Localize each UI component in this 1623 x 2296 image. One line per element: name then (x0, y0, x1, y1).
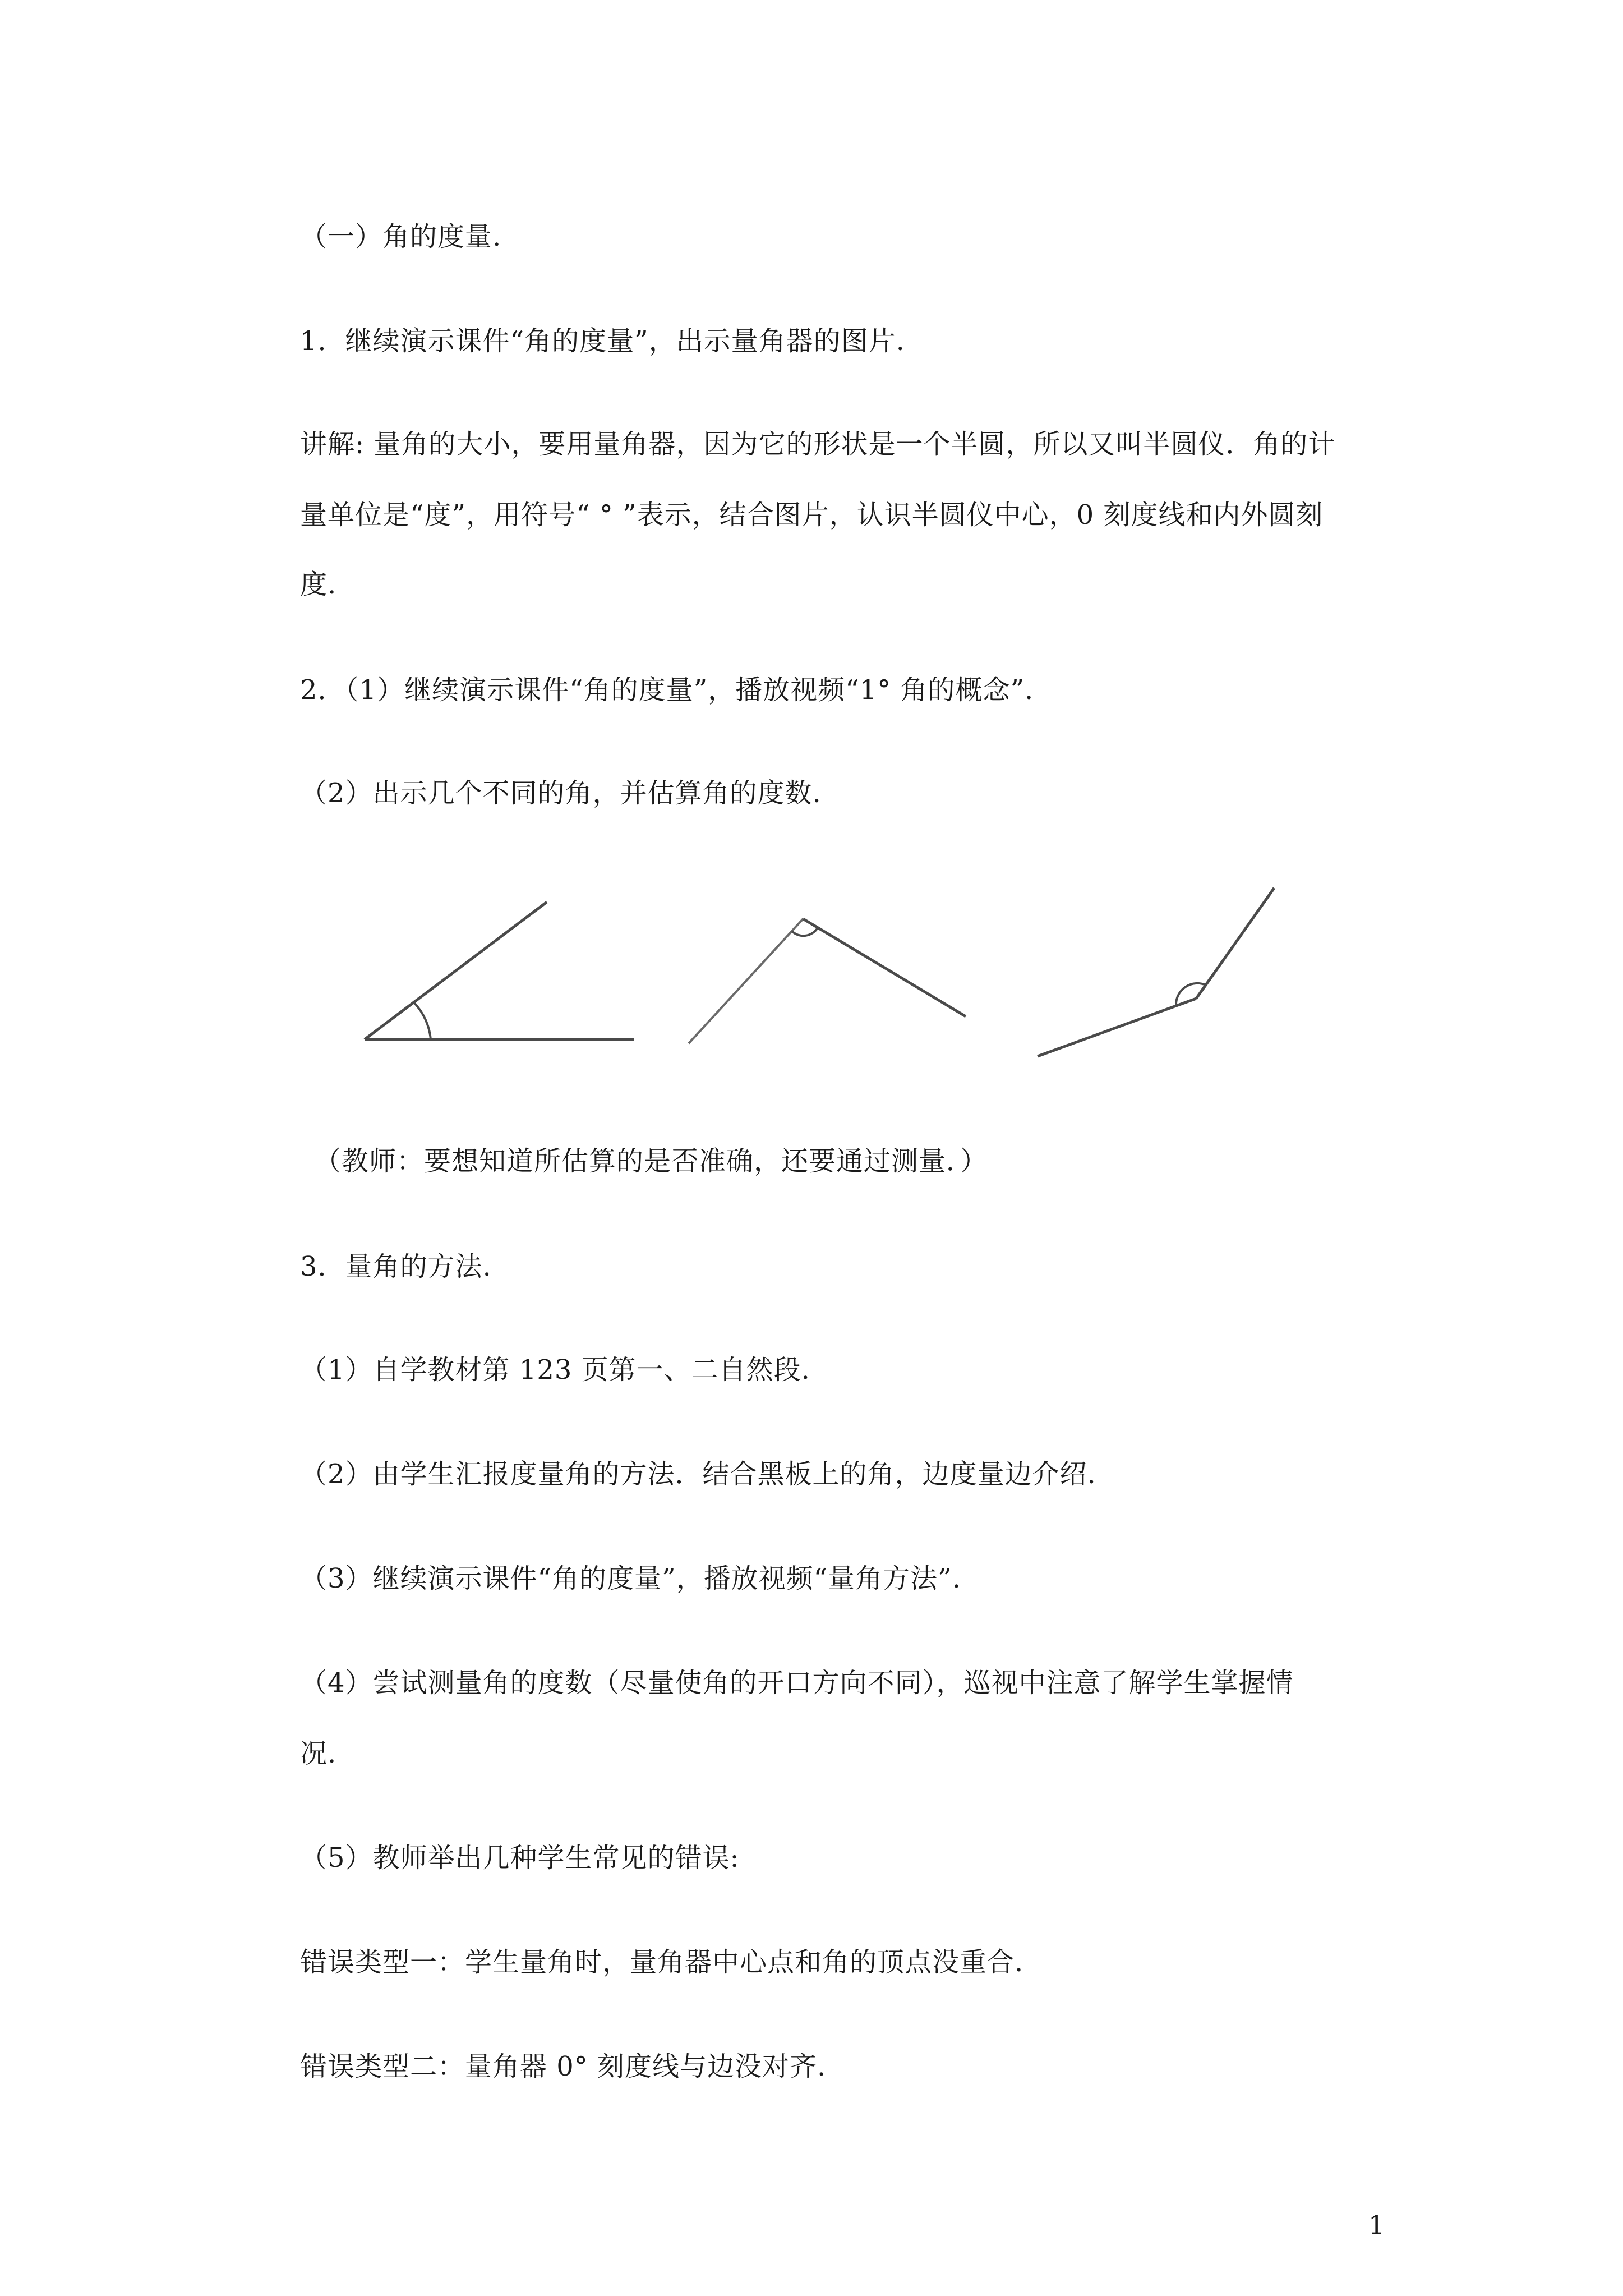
item-3-3: （3）继续演示课件“角的度量”，播放视频“量角方法”. (300, 1563, 961, 1594)
acute-angle-upper-ray (365, 902, 547, 1039)
error-type-2: 错误类型二：量角器 0° 刻度线与边没对齐. (300, 2051, 827, 2082)
teacher-note: （教师：要想知道所估算的是否准确，还要通过测量．） (314, 1145, 988, 1177)
wide-angle (1038, 888, 1274, 1056)
acute-angle (365, 902, 634, 1039)
wide-angle-lower-ray (1038, 999, 1196, 1056)
error-type-1: 错误类型一：学生量角时，量角器中心点和角的顶点没重合. (300, 1947, 1024, 1978)
item-1: 1．继续演示课件“角的度量”，出示量角器的图片. (300, 325, 905, 357)
obtuse-angle (689, 919, 966, 1043)
wide-angle-arc (1176, 983, 1206, 1005)
page-number: 1 (1368, 2210, 1385, 2240)
item-2-1: 2．（1）继续演示课件“角的度量”，播放视频“1° 角的概念”. (300, 674, 1034, 706)
item-3-2: （2）由学生汇报度量角的方法．结合黑板上的角，边度量边介绍. (300, 1458, 1096, 1490)
item-2-2: （2）出示几个不同的角，并估算角的度数. (300, 777, 822, 809)
wide-angle-upper-ray (1196, 888, 1274, 999)
obtuse-angle-left-ray (689, 919, 803, 1043)
item-3-4-line-1: （4）尝试测量角的度数（尽量使角的开口方向不同），巡视中注意了解学生掌握情 (300, 1667, 1294, 1699)
explain-line-2: 量单位是“度”，用符号“ ° ”表示，结合图片，认识半圆仪中心，0 刻度线和内外圆刻 (300, 499, 1324, 531)
explain-line-1: 讲解: 量角的大小，要用量角器，因为它的形状是一个半圆，所以又叫半圆仪．角的计 (300, 429, 1336, 460)
item-3-5: （5）教师举出几种学生常见的错误: (300, 1842, 740, 1874)
explain-line-3: 度. (300, 569, 337, 600)
section-heading: （一）角的度量. (300, 221, 502, 252)
item-3-1: （1）自学教材第 123 页第一、二自然段. (300, 1354, 810, 1386)
obtuse-angle-right-ray (803, 919, 966, 1016)
acute-angle-arc (414, 1002, 431, 1039)
item-3: 3．量角的方法. (300, 1251, 492, 1282)
item-3-4-line-2: 况. (300, 1738, 337, 1769)
obtuse-angle-arc (792, 928, 818, 936)
